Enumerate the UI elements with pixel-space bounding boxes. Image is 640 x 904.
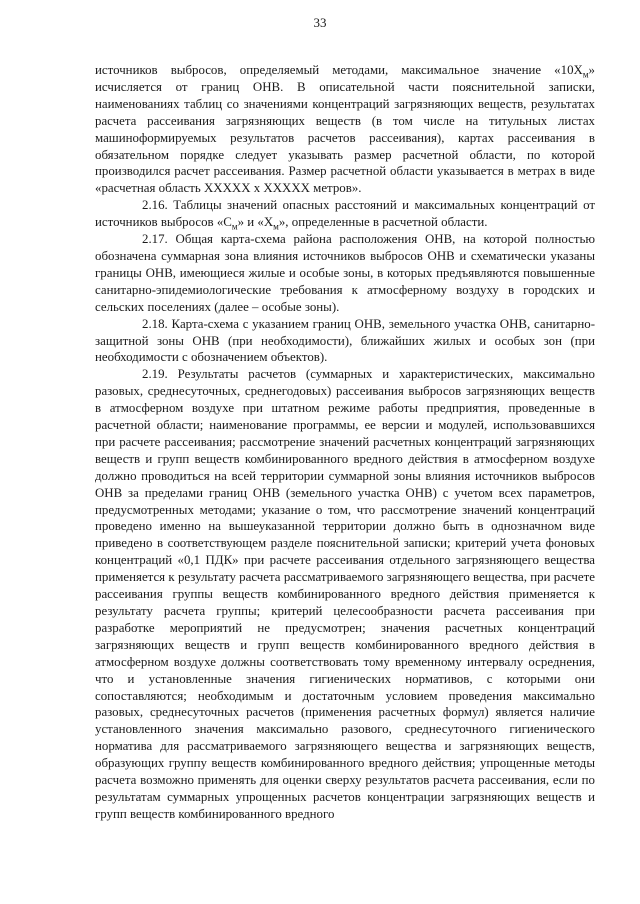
subscript: м xyxy=(582,69,589,80)
paragraph-2-16 xyxy=(95,197,595,231)
subscript: м xyxy=(231,221,238,232)
page-number: 33 xyxy=(313,15,327,30)
subscript: м xyxy=(273,221,279,232)
document-body xyxy=(95,62,595,823)
paragraph-2-17: 2.17. Общая карта-схема района расположения ОНВ, на которой полностью обозначена суммарная зона влияния источников выбросов ОНВ и схематически указаны границы ОНВ, имеющиеся жилые и особые зоны, в которых предъявляются повышенные санитарно-эпидемиологические требования к атмосферному воздуху в городских и сельских поселениях (далее – особые зоны). xyxy=(95,232,595,314)
paragraph-text: 2.16. Таблицы значений опасных расстояний и максимальных концентраций от источников выбросов «С xyxy=(95,198,595,230)
paragraph-continuation xyxy=(95,62,595,197)
paragraph-text: » и «Х xyxy=(237,215,274,230)
paragraph-text: » исчисляется от границ ОНВ. В описательной части пояснительной записки, наименованиях таблиц со значениями концентраций загрязняющих веществ, результатах расчета рассеивания загрязняющих веществ (в том числе на титульных листах машиноформируемых результатов расчетов рассеивания), картах рассеивания в обязательном порядке следует указывать размер расчетной области, по которой производился расчет рассеивания. Размер расчетной области указывается в метрах в виде «расчетная область ХХХХХ х ХХХХХ метров». xyxy=(95,63,595,196)
paragraph-text: источников выбросов, определяемый методами, максимальное значение «10Х xyxy=(95,63,583,77)
paragraph-2-18: 2.18. Карта-схема с указанием границ ОНВ, земельного участка ОНВ, санитарно-защитной зоны ОНВ (при необходимости), ближайших жилых и особых зон (при необходимости с обозначением объектов). xyxy=(95,316,595,365)
paragraph-2-19: 2.19. Результаты расчетов (суммарных и характеристических, максимально разовых, среднесуточных, среднегодовых) рассеивания выбросов загрязняющих веществ в атмосферном воздухе при штатном режиме работы предприятия, проведенные в расчетной области; наименование программы, ее версии и модулей, использовавшихся при расчете рассеивания; рассмотрение значений расчетных концентраций загрязняющих веществ и групп веществ комбинированного вредного действия в атмосферном воздухе должно проводиться на всей территории суммарной зоны влияния источников выбросов ОНВ за пределами границ ОНВ (земельного участка ОНВ) с учетом всех параметров, предусмотренных методами; указание о том, что рассмотрение значений концентраций проведено именно на вышеуказанной территории должно быть в однозначном виде приведено в соответствующем разделе пояснительной записки; критерий учета фоновых концентраций «0,1 ПДК» при расчете рассеивания отдельного загрязняющего вещества применяется к результату расчета рассматриваемого загрязняющего вещества, при расчете рассеивания группы веществ комбинированного вредного действия применяется к результату расчета группы; критерий целесообразности расчета рассеивания при разработке мероприятий не предусмотрен; значения расчетных концентраций загрязняющих веществ и групп веществ комбинированного вредного действия в атмосферном воздухе должны соответствовать тому временному интервалу осреднения, что и установленные значения гигиенических нормативов, с которыми они сопоставляются; необходимым и достаточным условием проведения максимально разовых, среднесуточных расчетов (применения расчетных формул) является наличие установленного значения максимально разового, среднесуточного гигиенического норматива для рассматриваемого загрязняющего вещества и загрязняющих веществ, образующих группу веществ комбинированного вредного действия; упрощенные методы расчета возможно применять для оценки сверху результатов расчета рассеивания, если по результатам суммарных упрощенных расчетов концентрации загрязняющих веществ и групп веществ комбинированного вредного xyxy=(95,367,595,821)
paragraph-text: », определенные в расчетной области. xyxy=(278,215,488,230)
